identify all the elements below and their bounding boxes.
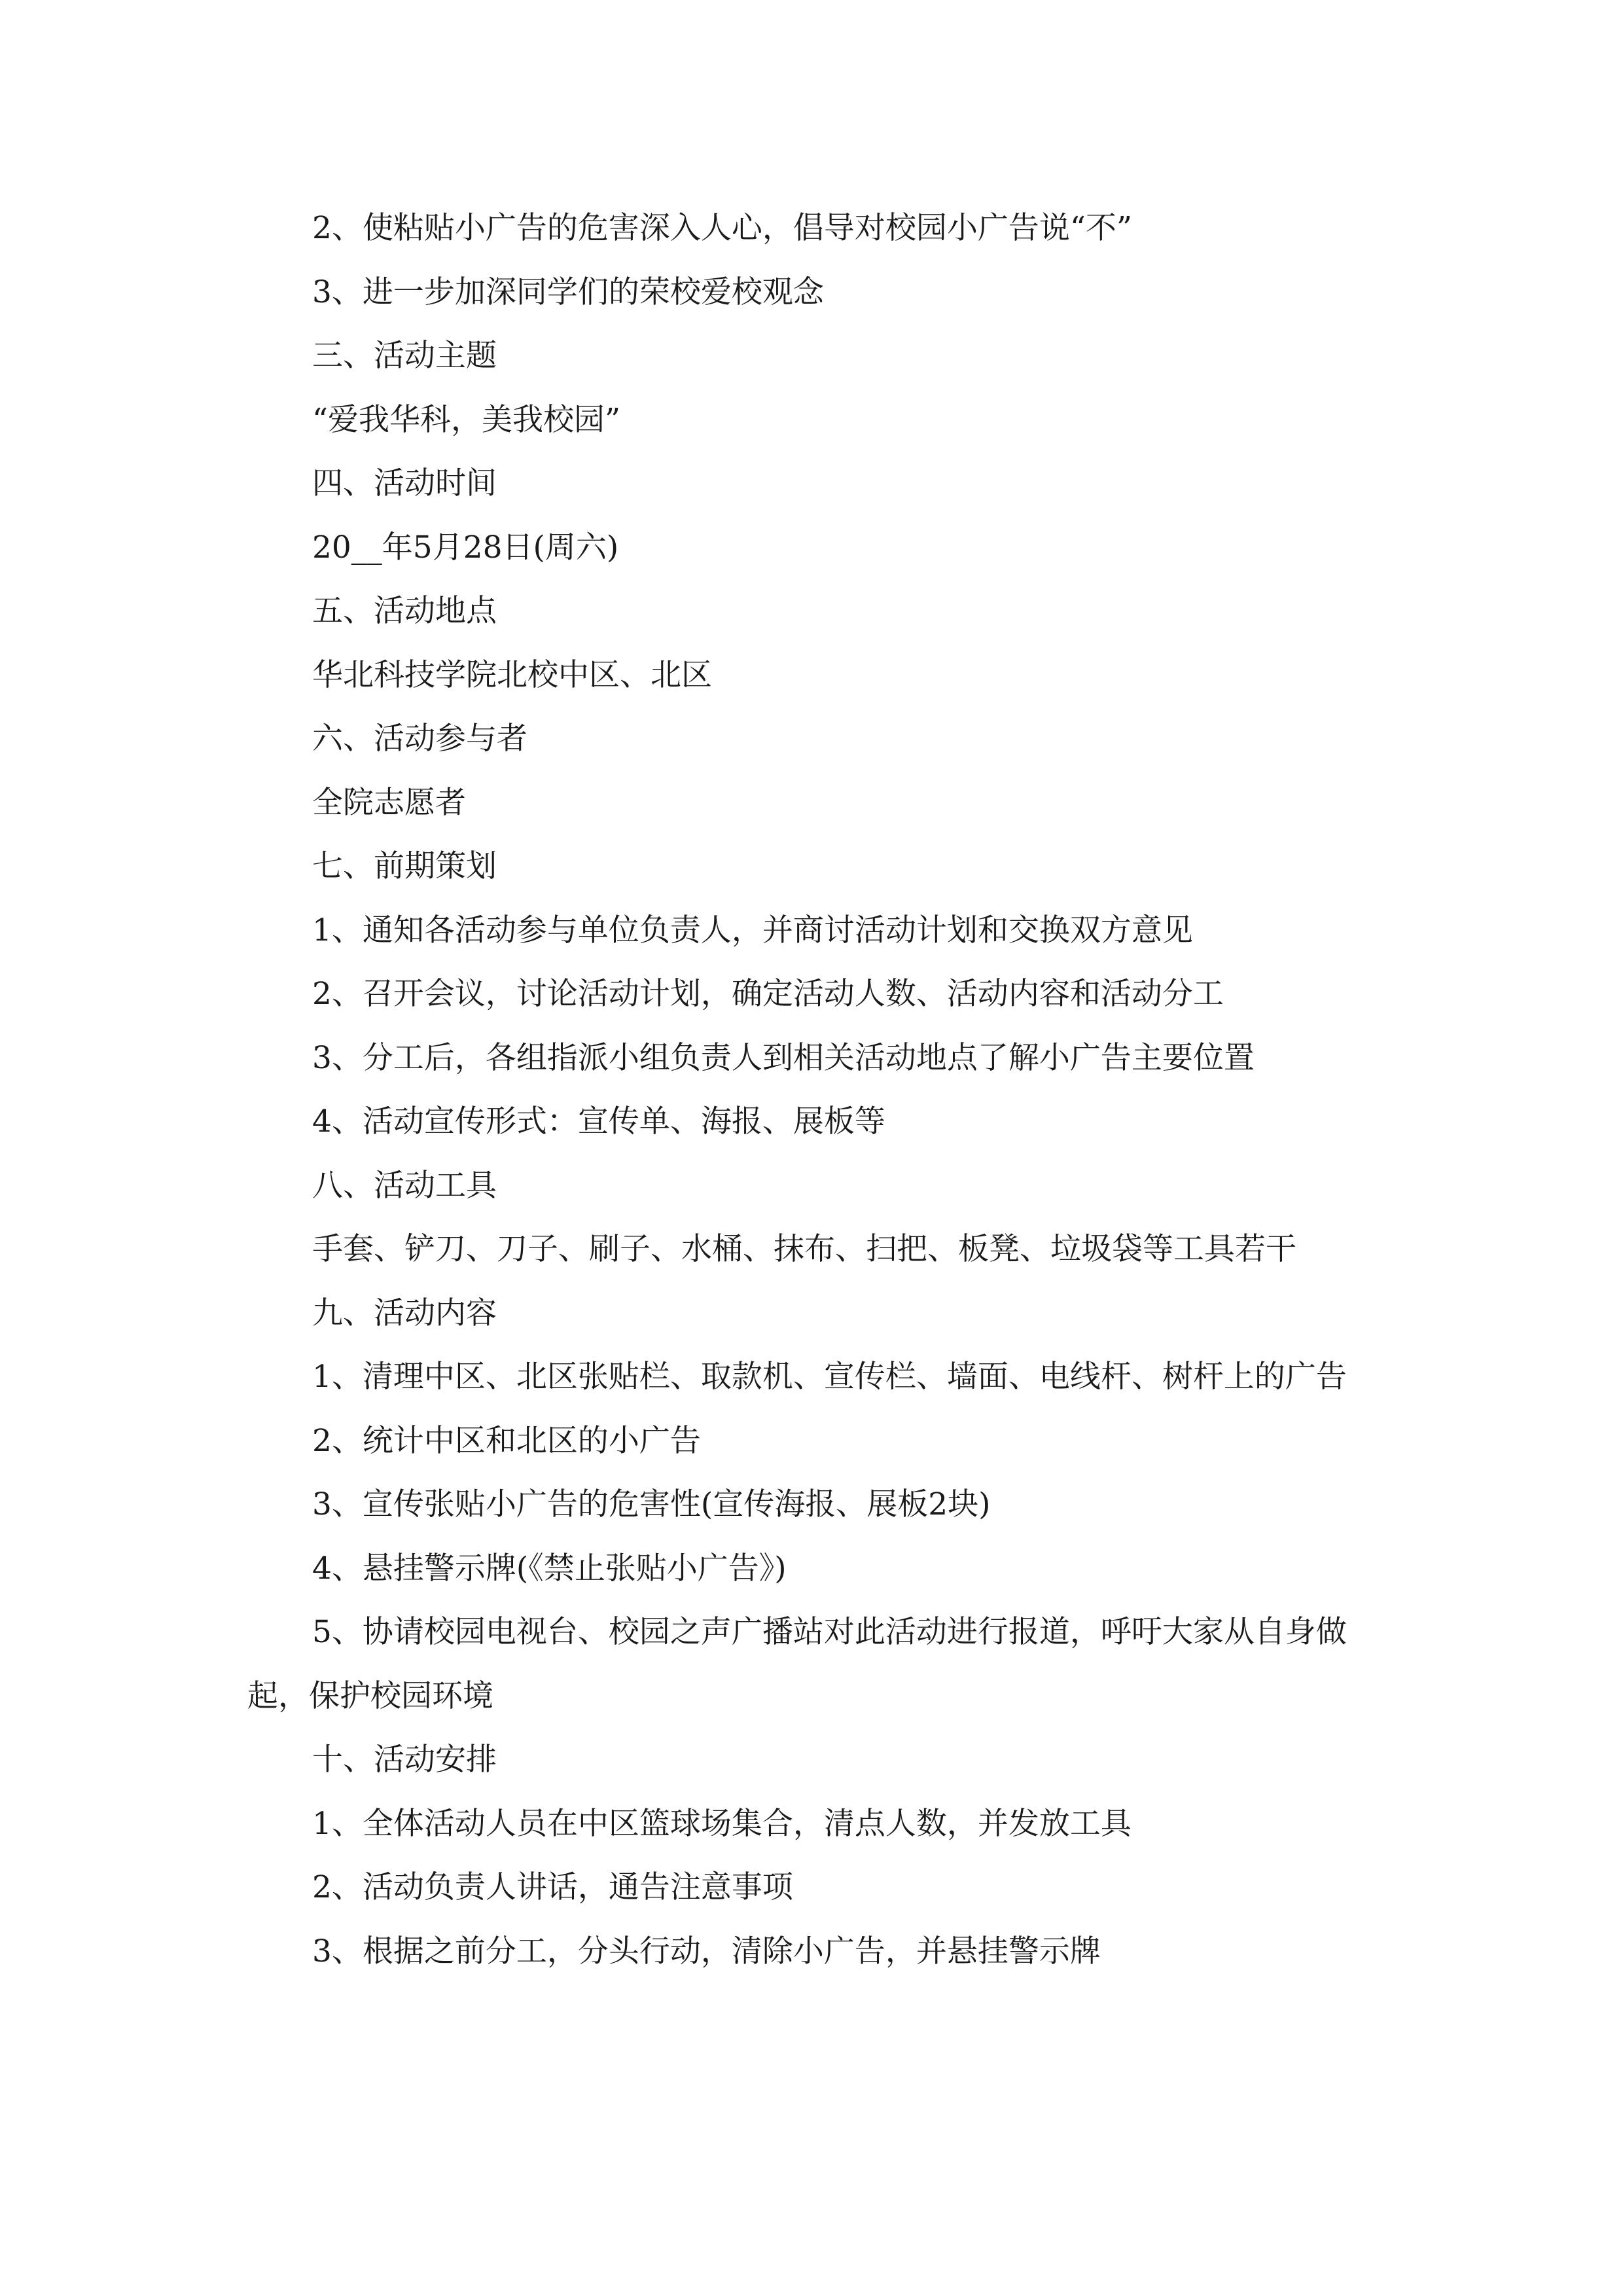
- paragraph: “爱我华科，美我校园”: [312, 401, 621, 438]
- section-heading: 六、活动参与者: [312, 721, 527, 757]
- paragraph: 4、活动宣传形式：宣传单、海报、展板等: [312, 1103, 885, 1139]
- paragraph: 3、宣传张贴小广告的危害性(宣传海报、展板2块): [312, 1486, 991, 1522]
- paragraph: 3、分工后，各组指派小组负责人到相关活动地点了解小广告主要位置: [312, 1039, 1255, 1076]
- section-heading: 四、活动时间: [312, 465, 497, 501]
- paragraph: 手套、铲刀、刀子、刷子、水桶、抹布、扫把、板凳、垃圾袋等工具若干: [312, 1231, 1296, 1267]
- paragraph: 2、召开会议，讨论活动计划，确定活动人数、活动内容和活动分工: [312, 976, 1224, 1012]
- paragraph: 2、使粘贴小广告的危害深入人心，倡导对校园小广告说“不”: [312, 210, 1132, 246]
- paragraph: 2、统计中区和北区的小广告: [312, 1422, 701, 1459]
- section-heading: 八、活动工具: [312, 1167, 497, 1204]
- paragraph: 华北科技学院北校中区、北区: [312, 656, 712, 693]
- section-heading: 九、活动内容: [312, 1295, 497, 1331]
- paragraph: 2、活动负责人讲话，通告注意事项: [312, 1869, 793, 1905]
- paragraph: 20__年5月28日(周六): [312, 529, 619, 565]
- paragraph: 5、协请校园电视台、校园之声广播站对此活动进行报道，呼吁大家从自身做起，保护校园环境: [247, 1614, 1347, 1714]
- section-heading: 三、活动主题: [312, 338, 497, 374]
- section-heading: 十、活动安排: [312, 1742, 497, 1778]
- paragraph: 1、全体活动人员在中区篮球场集合，清点人数，并发放工具: [312, 1805, 1132, 1842]
- paragraph: 3、进一步加深同学们的荣校爱校观念: [312, 274, 824, 310]
- paragraph: 4、悬挂警示牌(《禁止张贴小广告》): [312, 1550, 787, 1587]
- paragraph: 3、根据之前分工，分头行动，清除小广告，并悬挂警示牌: [312, 1933, 1101, 1969]
- paragraph: 1、通知各活动参与单位负责人，并商讨活动计划和交换双方意见: [312, 912, 1193, 948]
- section-heading: 五、活动地点: [312, 593, 497, 629]
- document-body: [247, 196, 1380, 1983]
- paragraph: 1、清理中区、北区张贴栏、取款机、宣传栏、墙面、电线杆、树杆上的广告: [312, 1359, 1347, 1395]
- section-heading: 七、前期策划: [312, 848, 497, 884]
- paragraph: 全院志愿者: [312, 784, 466, 821]
